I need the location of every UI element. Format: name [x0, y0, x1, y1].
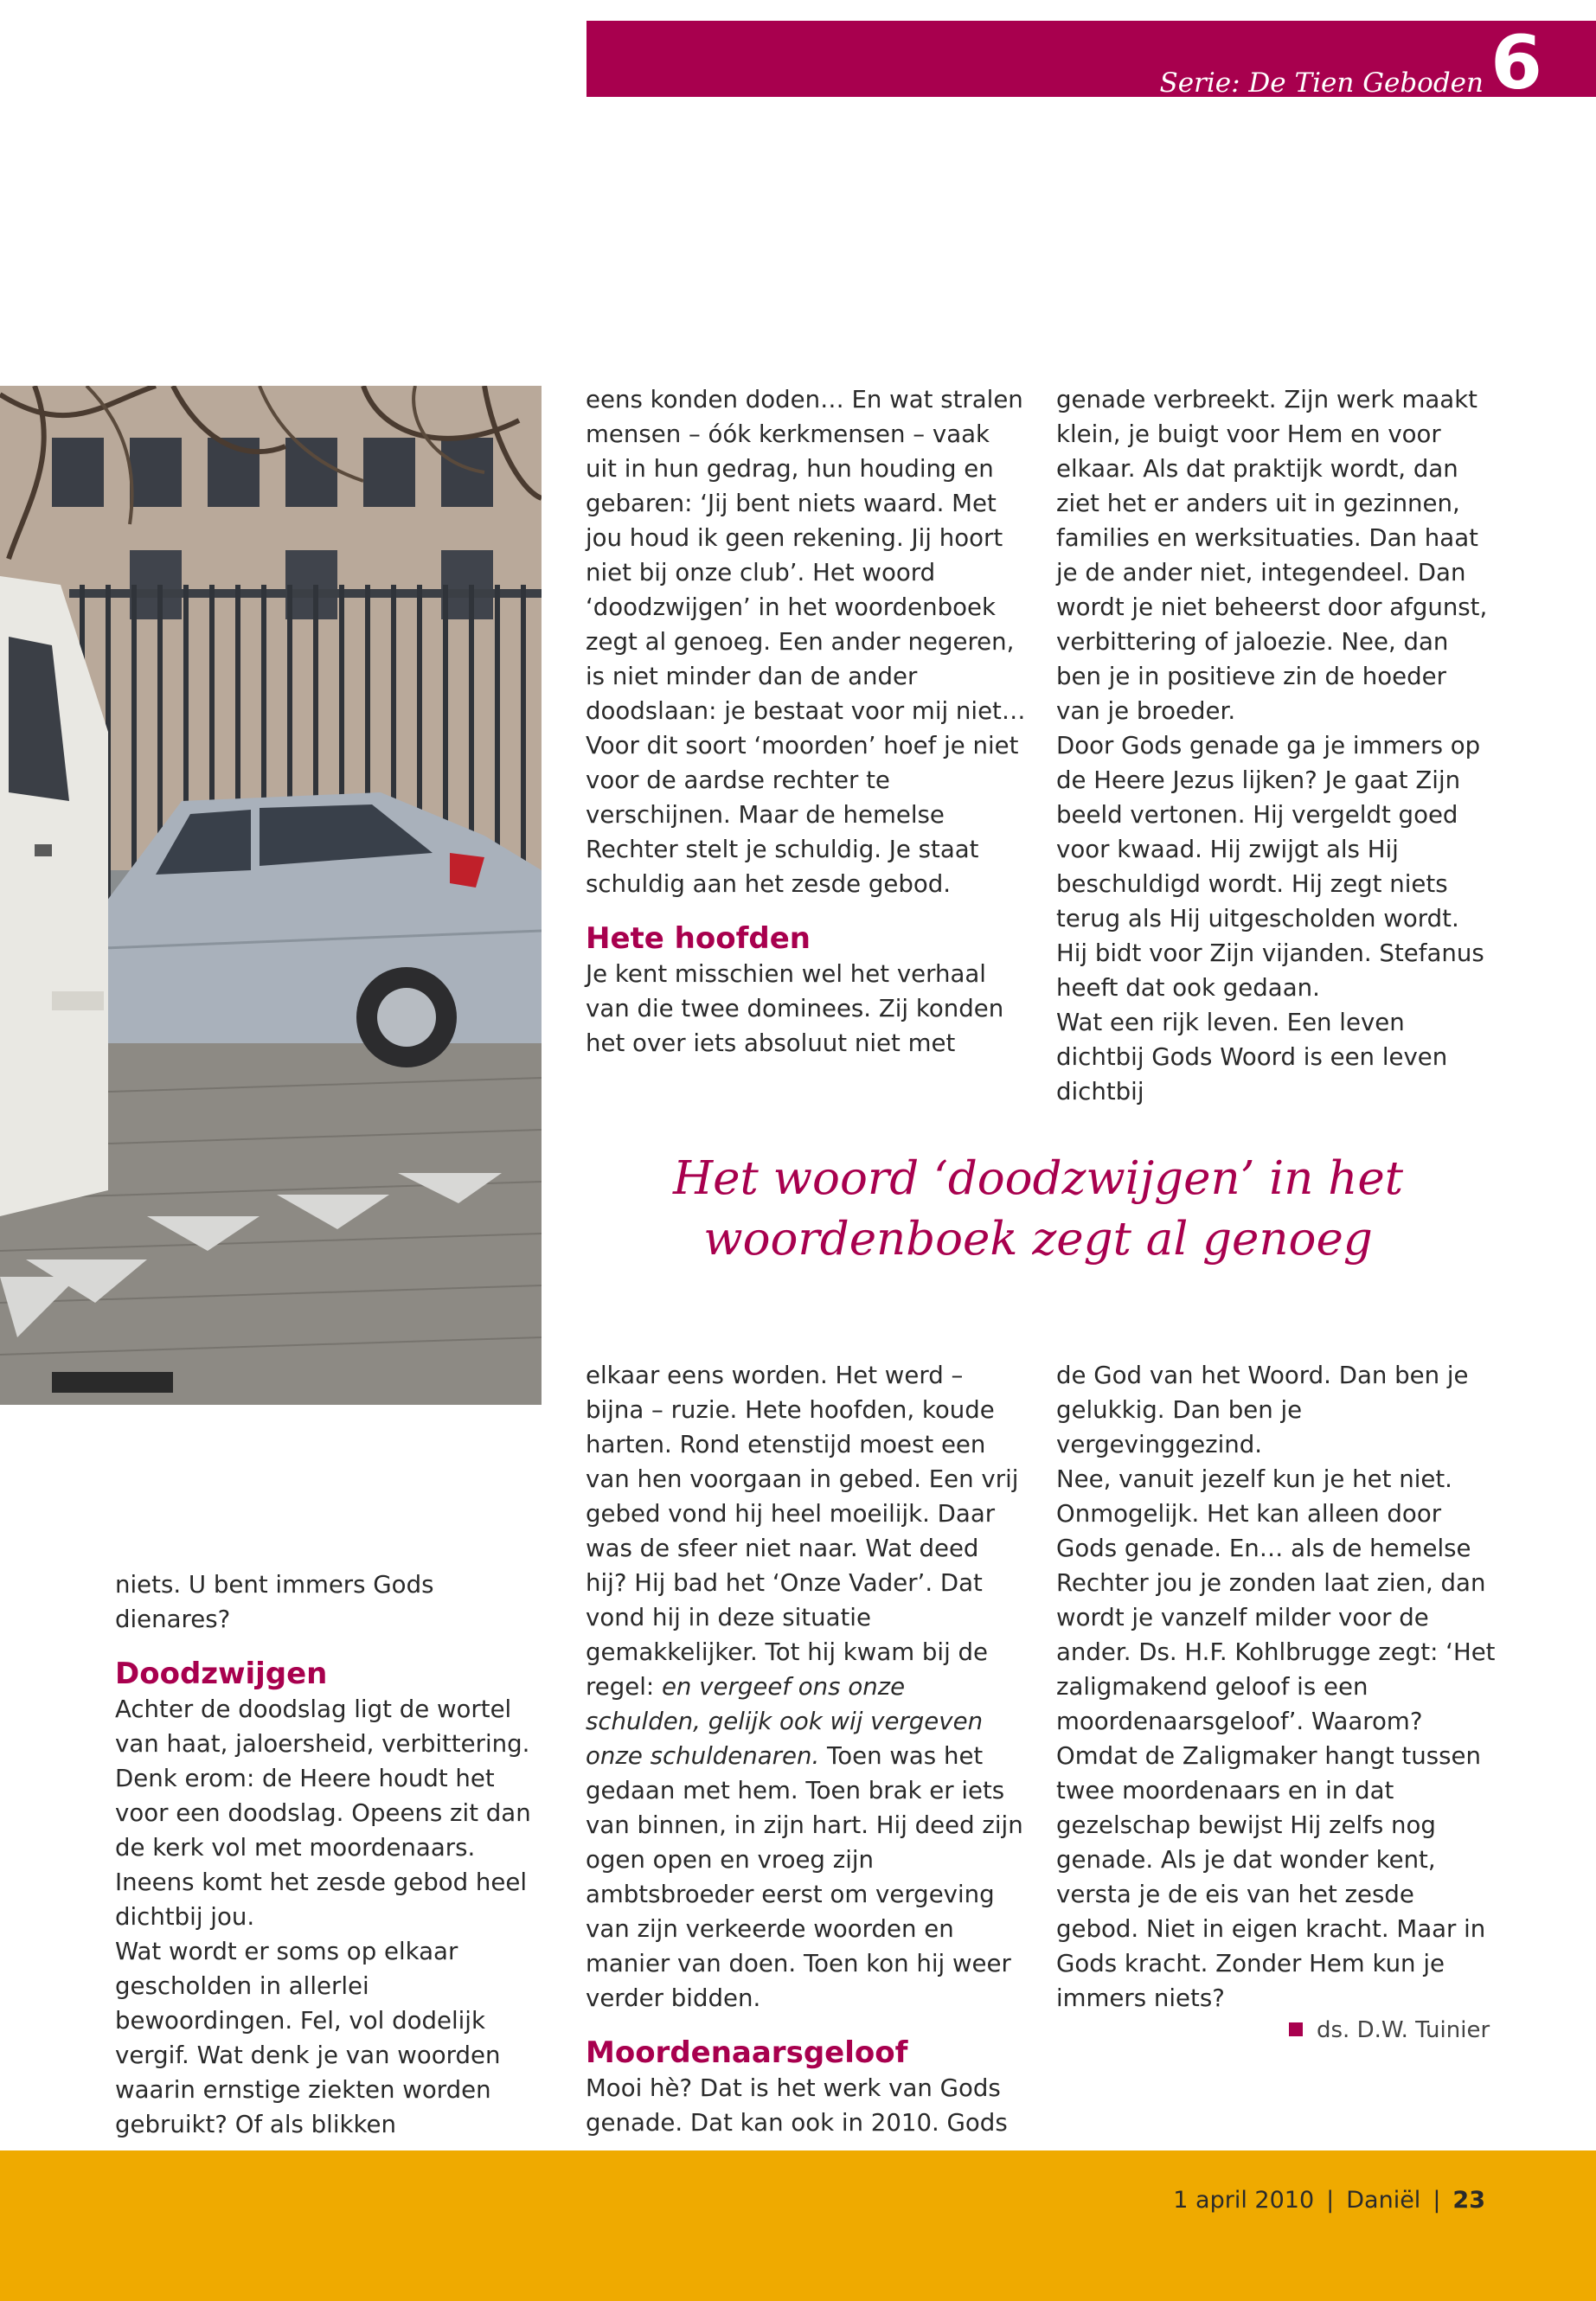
author-name: ds. D.W. Tuinier [1317, 2017, 1490, 2043]
subheading-hete-hoofden: Hete hoofden [586, 921, 811, 956]
prayer-quote: en vergeef ons onze schulden, gelijk ook wij vergeven onze schuldenaren. [586, 1672, 984, 1770]
page-number: 23 [1452, 2187, 1485, 2214]
paragraph [586, 1358, 1027, 2016]
paragraph: Door Gods genade ga je immers op de Heere Jezus lijken? Je gaat Zijn beeld vertonen. Hij vergeldt goed voor kwaad. Hij zwijgt als Hij beschuldigd wordt. Hij zegt niets terug als Hij uitgescholden wordt. Hij bidt voor Zijn vijanden. Stefanus heeft dat ook gedaan. [1056, 731, 1484, 1002]
square-bullet-icon [1289, 2022, 1303, 2036]
footer-info [1173, 2187, 1485, 2214]
author-byline [1289, 2017, 1490, 2043]
article-photo [0, 386, 542, 1405]
paragraph: Wat wordt er soms op elkaar gescholden in allerlei bewoordingen. Fel, vol dodelijk vergif. Wat denk je van woorden waarin ernstige ziekten worden gebruikt? Of als blikken [115, 1937, 501, 2138]
paragraph: Nee, vanuit jezelf kun je het niet. Onmogelijk. Het kan alleen door Gods genade. En… als de hemelse Rechter jou je zonden laat zien, dan wordt je vanzelf milder voor de ander. Ds. H.F. Kohlbrugge zegt: ‘Het zaligmakend geloof is een moordenaarsgeloof’. Waarom? Omdat de Zaligmaker hangt tussen twee moordenaars en in dat gezelschap bewijst Hij zelfs nog genade. Als je dat wonder kent, versta je de eis van het zesde gebod. Niet in eigen kracht. Maar in Gods kracht. Zonder Hem kun je immers niets? [1056, 1465, 1496, 2012]
article-column-3-top [1056, 382, 1497, 1109]
paragraph: de God van het Woord. Dan ben je gelukkig. Dan ben je vergevinggezind. [1056, 1361, 1469, 1458]
subheading-moordenaarsgeloof: Moordenaarsgeloof [586, 2035, 908, 2070]
subheading-doodzwijgen: Doodzwijgen [115, 1657, 328, 1691]
paragraph-text: elkaar eens worden. Het werd – bijna – ruzie. Hete hoofden, koude harten. Rond etenstijd moest een van hen voorgaan in gebed. Een vrij gebed vond hij heel moeilijk. Daar was de sfeer niet naar. Wat deed hij? Hij bad het ‘Onze Vader’. Dat vond hij in deze situatie gemakkelijker. Tot hij kwam bij de regel: [586, 1361, 1019, 1701]
footer-bar [0, 2150, 1596, 2301]
separator: | [1326, 2187, 1335, 2214]
paragraph: Mooi hè? Dat is het werk van Gods genade. Dat kan ook in 2010. Gods [586, 2073, 1008, 2137]
series-number: 6 [1490, 20, 1542, 106]
pull-quote: Het woord ‘doodzwijgen’ in het woordenboek zegt al genoeg [672, 1152, 1404, 1266]
paragraph: niets. U bent immers Gods dienares? [115, 1570, 434, 1633]
paragraph: Achter de doodslag ligt de wortel van haat, jaloersheid, verbittering. Denk erom: de Heere houdt het voor een doodslag. Opeens zit dan de kerk vol met moordenaars. Ineens komt het zesde gebod heel dichtbij jou. [115, 1695, 531, 1931]
article-column-2-bottom [586, 1358, 1027, 2140]
article-column-2-top [586, 382, 1027, 1061]
paragraph: Wat een rijk leven. Een leven dichtbij Gods Woord is een leven dichtbij [1056, 1008, 1448, 1106]
paragraph: genade verbreekt. Zijn werk maakt klein, je buigt voor Hem en voor elkaar. Als dat praktijk wordt, dan ziet het er anders uit in gezinnen, families en werksituaties. Dan haat je de ander niet, integendeel. Dan wordt je niet beheerst door afgunst, verbittering of jaloezie. Nee, dan ben je in positieve zin de hoeder van je broeder. [1056, 385, 1488, 725]
paragraph: eens konden doden… En wat stralen mensen – óók kerkmensen – vaak uit in hun gedrag, hun houding en gebaren: ‘Jij bent niets waard. Met jou houd ik geen rekening. Jij hoort niet bij onze club’. Het woord ‘doodzwijgen’ in het woordenboek zegt al genoeg. Een ander negeren, is niet minder dan de ander doodslaan: je bestaat voor mij niet… Voor dit soort ‘moorden’ hoef je niet voor de aardse rechter te verschijnen. Maar de hemelse Rechter stelt je schuldig. Je staat schuldig aan het zesde gebod. [586, 385, 1026, 898]
paragraph: Je kent misschien wel het verhaal van die twee dominees. Zij konden het over iets absoluut niet met [586, 959, 1004, 1057]
series-label: Serie: De Tien Geboden [1159, 67, 1484, 99]
issue-date: 1 april 2010 [1173, 2187, 1315, 2214]
magazine-name: Daniël [1346, 2187, 1421, 2214]
separator: | [1433, 2187, 1441, 2214]
paragraph-text: Toen was het gedaan met hem. Toen brak er iets van binnen, in zijn hart. Hij deed zijn ogen open en vroeg zijn ambtsbroeder eerst om vergeving van zijn verkeerde woorden en manier van doen. Toen kon hij weer verder bidden. [586, 1741, 1023, 2012]
article-column-3-bottom [1056, 1358, 1497, 2016]
article-column-1-bottom [115, 1567, 539, 2142]
